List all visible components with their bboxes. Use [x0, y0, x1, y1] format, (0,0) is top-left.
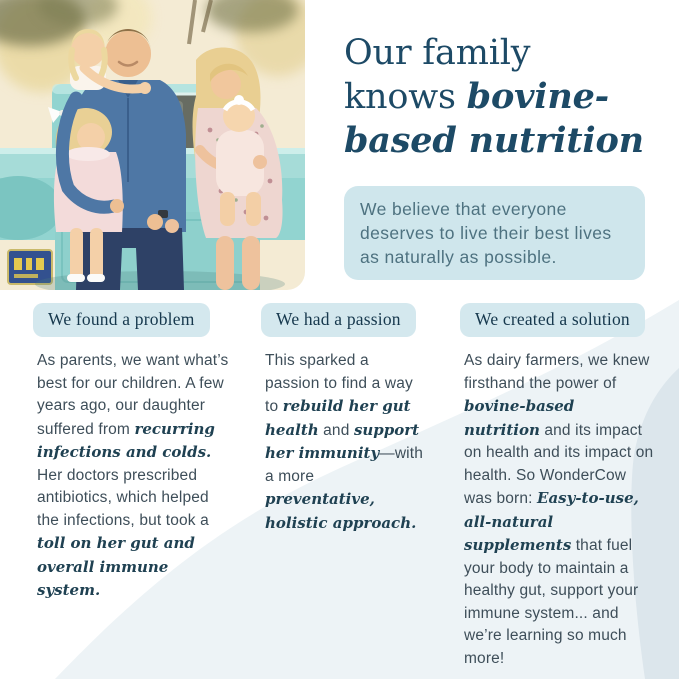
emphasis-text: support her immunity — [265, 420, 420, 462]
headline-line-2-emphasis: bovine- — [466, 76, 609, 117]
pill-solution: We created a solution — [460, 303, 645, 337]
belief-callout — [344, 186, 645, 280]
headline-line-2 — [344, 75, 674, 119]
column-problem — [33, 303, 231, 603]
plain-text: As dairy farmers, we knew firsthand the power of — [464, 352, 650, 392]
headline-line-3-emphasis: based nutrition — [344, 120, 644, 161]
belief-text: We believe that everyone deserves to live their best lives as naturally as possible. — [360, 199, 612, 267]
pill-problem: We found a problem — [33, 303, 210, 337]
emphasis-text: toll on her gut and overall immune system. — [37, 534, 195, 599]
page-title — [344, 32, 674, 162]
passion-text — [261, 350, 427, 535]
plain-text: that fuel your body to maintain a healthy gut, support your immune system... and we’re learning so much more! — [464, 537, 639, 667]
plain-text: and — [318, 421, 354, 439]
column-passion — [261, 303, 427, 535]
solution-text — [460, 350, 654, 670]
family-photo — [0, 0, 305, 290]
plain-text: Her doctors prescribed antibiotics, which helped the infections, but took a — [37, 466, 209, 529]
emphasis-text: rebuild her gut health — [265, 397, 411, 439]
emphasis-text: recurring infections and colds. — [37, 419, 215, 461]
emphasis-text: bovine-based nutrition — [464, 397, 575, 439]
pill-passion: We had a passion — [261, 303, 416, 337]
headline-line-1: Our family — [344, 33, 531, 73]
headline-line-2-plain: knows — [344, 77, 467, 117]
emphasis-text: preventative, holistic approach. — [265, 490, 417, 532]
plain-text: and its impact on health and its impact on health. So WonderCow was born: — [464, 421, 654, 507]
problem-text — [33, 350, 231, 603]
emphasis-text: Easy-to-use, all-natural supplements — [464, 489, 639, 554]
plain-text: —with a more — [265, 445, 423, 485]
plain-text: As parents, we want what’s best for our children. A few years ago, our daughter suffered from — [37, 352, 229, 438]
column-solution — [460, 303, 654, 670]
plain-text: This sparked a passion to find a way to — [265, 352, 413, 415]
